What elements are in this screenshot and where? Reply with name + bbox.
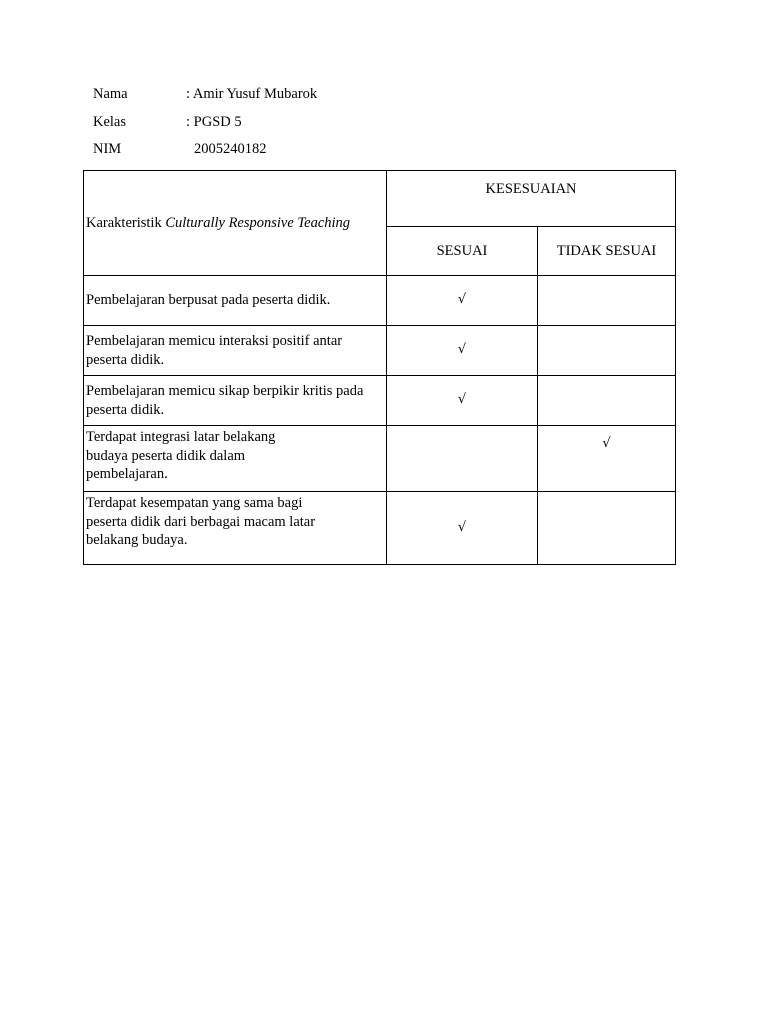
desc-line: peserta didik dari berbagai macam latar <box>86 513 316 530</box>
header-characteristic-italic: Culturally Responsive Teaching <box>165 214 351 231</box>
kelas-label: Kelas <box>93 113 127 130</box>
header-kesesuaian: KESESUAIAN <box>387 171 676 227</box>
sesuai-cell: √ <box>387 326 538 376</box>
table-row <box>84 376 676 426</box>
crt-assessment-table <box>83 170 676 565</box>
nim-label: NIM <box>93 141 122 157</box>
row-description <box>84 426 387 492</box>
header-row-group <box>84 171 676 227</box>
desc-line: budaya peserta didik dalam <box>86 447 246 464</box>
desc-line: peserta didik. <box>86 351 165 368</box>
desc-line: belakang budaya. <box>86 532 188 548</box>
header-characteristic <box>84 171 387 276</box>
table-row <box>84 276 676 326</box>
kelas-value: : PGSD 5 <box>186 113 242 130</box>
table-row <box>84 492 676 565</box>
student-info <box>93 86 317 169</box>
header-sesuai: SESUAI <box>387 227 538 276</box>
desc-line: Pembelajaran memicu interaksi positif antar <box>86 333 343 349</box>
tidak-sesuai-cell <box>538 492 676 565</box>
sesuai-cell: √ <box>387 492 538 565</box>
nama-row <box>93 86 317 114</box>
nim-row <box>93 141 317 169</box>
tidak-sesuai-cell <box>538 276 676 326</box>
row-description <box>84 326 387 376</box>
table-row <box>84 426 676 492</box>
tidak-sesuai-cell <box>538 376 676 426</box>
row-description <box>84 492 387 565</box>
nama-value: : Amir Yusuf Mubarok <box>186 86 318 102</box>
desc-line: pembelajaran. <box>86 466 168 482</box>
header-tidak-sesuai: TIDAK SESUAI <box>538 227 676 276</box>
desc-line: peserta didik. <box>86 401 165 418</box>
desc-line: Pembelajaran berpusat pada peserta didik. <box>86 292 331 309</box>
tidak-sesuai-cell: √ <box>538 426 676 492</box>
tidak-sesuai-cell <box>538 326 676 376</box>
header-characteristic-prefix: Karakteristik <box>86 214 162 231</box>
sesuai-cell <box>387 426 538 492</box>
sesuai-cell: √ <box>387 376 538 426</box>
desc-line: Terdapat integrasi latar belakang <box>86 429 276 445</box>
row-description <box>84 276 387 326</box>
sesuai-cell: √ <box>387 276 538 326</box>
nama-label: Nama <box>93 86 128 102</box>
desc-line: Terdapat kesempatan yang sama bagi <box>86 495 303 511</box>
nim-value: 2005240182 <box>194 141 267 157</box>
kelas-row <box>93 114 317 142</box>
desc-line: Pembelajaran memicu sikap berpikir kritis pada <box>86 383 364 399</box>
table-row <box>84 326 676 376</box>
row-description <box>84 376 387 426</box>
